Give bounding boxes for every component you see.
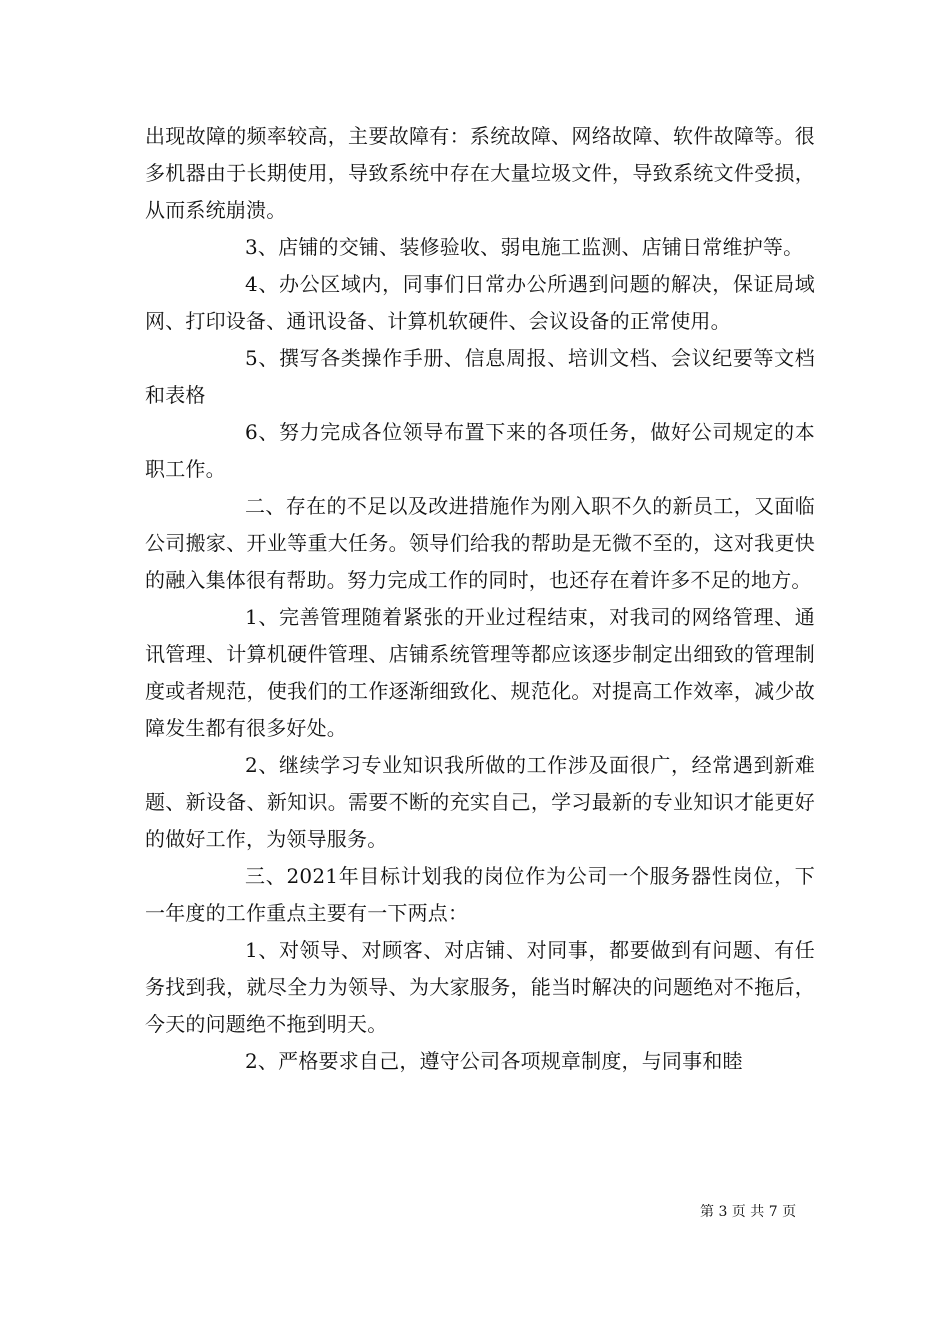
paragraph-section-2-item-1: 1、完善管理随着紧张的开业过程结束，对我司的网络管理、通讯管理、计算机硬件管理、店铺系统管理等都应该逐步制定出细致的管理制度或者规范，使我们的工作逐渐细致化、规范化。对提高工作效率，减少故障发生都有很多好处。 bbox=[145, 605, 815, 740]
paragraph-continuation: 出现故障的频率较高，主要故障有：系统故障、网络故障、软件故障等。很多机器由于长期使用，导致系统中存在大量垃圾文件，导致系统文件受损，从而系统崩溃。 bbox=[145, 124, 815, 222]
paragraph-section-3-item-2: 2、严格要求自己，遵守公司各项规章制度，与同事和睦 bbox=[245, 1049, 743, 1073]
paragraph-section-2-item-2: 2、继续学习专业知识我所做的工作涉及面很广，经常遇到新难题、新设备、新知识。需要不断的充实自己，学习最新的专业知识才能更好的做好工作，为领导服务。 bbox=[145, 753, 815, 851]
paragraph-section-2: 二、存在的不足以及改进措施作为刚入职不久的新员工，又面临公司搬家、开业等重大任务。领导们给我的帮助是无微不至的，这对我更快的融入集体很有帮助。努力完成工作的同时，也还存在着许多不足的地方。 bbox=[145, 494, 815, 592]
paragraph-item-6: 6、努力完成各位领导布置下来的各项任务，做好公司规定的本职工作。 bbox=[145, 420, 815, 481]
paragraph-section-3: 三、2021年目标计划我的岗位作为公司一个服务器性岗位，下一年度的工作重点主要有一下两点： bbox=[145, 864, 815, 925]
paragraph-section-3-item-1: 1、对领导、对顾客、对店铺、对同事，都要做到有问题、有任务找到我，就尽全力为领导、为大家服务，能当时解决的问题绝对不拖后，今天的问题绝不拖到明天。 bbox=[145, 938, 815, 1036]
paragraph-item-5: 5、撰写各类操作手册、信息周报、培训文档、会议纪要等文档和表格 bbox=[145, 346, 815, 407]
page-number-footer: 第 3 页 共 7 页 bbox=[700, 1204, 797, 1220]
document-body bbox=[145, 118, 815, 1080]
paragraph-item-3: 3、店铺的交铺、装修验收、弱电施工监测、店铺日常维护等。 bbox=[245, 235, 804, 259]
paragraph-item-4: 4、办公区域内，同事们日常办公所遇到问题的解决，保证局域网、打印设备、通讯设备、计算机软硬件、会议设备的正常使用。 bbox=[145, 272, 815, 333]
